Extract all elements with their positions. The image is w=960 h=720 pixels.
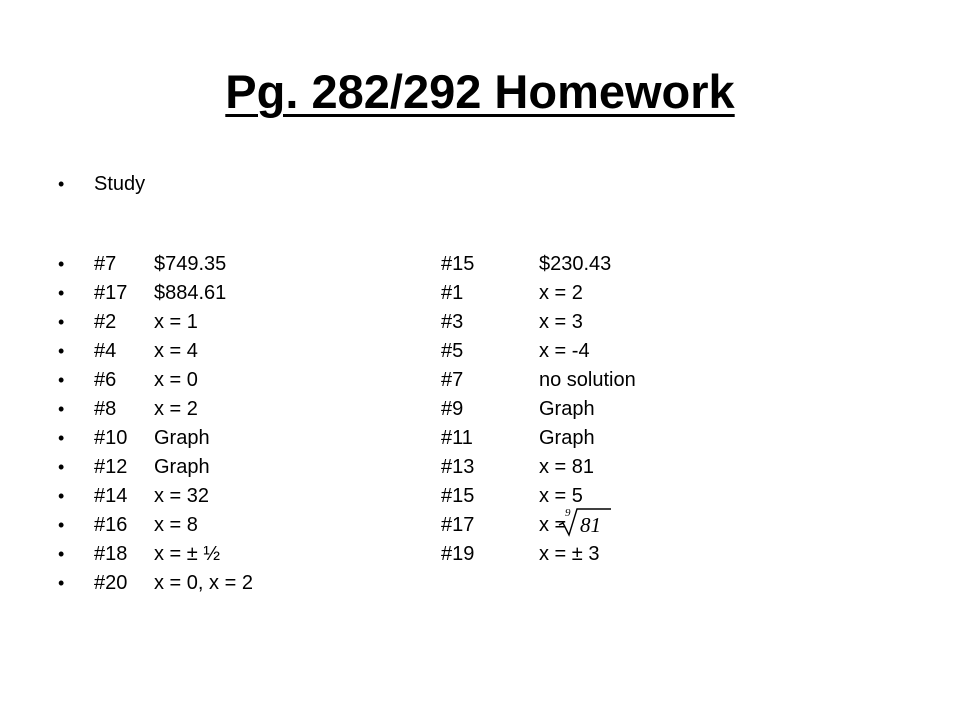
list-item <box>0 453 960 482</box>
bullet-icon: • <box>58 486 65 506</box>
list-item <box>0 482 960 511</box>
answer-c3: #9 <box>441 398 464 420</box>
answer-c4: x = 81 <box>539 456 595 478</box>
answer-c1: #16 <box>94 514 128 536</box>
list-item <box>0 308 960 337</box>
answer-c1: #4 <box>94 340 117 362</box>
list-item <box>0 366 960 395</box>
answer-c1: #7 <box>94 253 117 275</box>
radical-radicand: 81 <box>580 513 601 537</box>
list-item <box>0 337 960 366</box>
bullet-icon: • <box>58 573 65 593</box>
list-item <box>0 540 960 569</box>
bullet-icon: • <box>58 515 65 535</box>
list-item <box>0 279 960 308</box>
bullet-icon: • <box>58 312 65 332</box>
answer-c1: #6 <box>94 369 117 391</box>
answer-c1: #14 <box>94 485 128 507</box>
answer-c2: x = 0 <box>154 369 198 391</box>
answer-c1: #8 <box>94 398 117 420</box>
answer-c4: x = 5 <box>539 485 583 507</box>
answer-c2: x = 0, x = 2 <box>154 572 253 594</box>
answer-c3: #13 <box>441 456 475 478</box>
answer-c4: x = -4 <box>539 340 590 362</box>
answer-c4: Graph <box>539 427 595 449</box>
answer-c3: #7 <box>441 369 464 391</box>
answer-c4: $230.43 <box>539 253 612 275</box>
answer-c1: #2 <box>94 311 117 333</box>
answer-c3: #3 <box>441 311 464 333</box>
answer-c3: #17 <box>441 514 475 536</box>
radical-expression <box>557 505 613 539</box>
answer-c4: no solution <box>539 369 636 391</box>
answer-c3: #15 <box>441 485 475 507</box>
answer-c2: $884.61 <box>154 282 227 304</box>
answer-c2: x = 8 <box>154 514 198 536</box>
bullet-icon: • <box>58 254 65 274</box>
answer-c3: #15 <box>441 253 475 275</box>
answer-c1: #12 <box>94 456 128 478</box>
answer-c4: Graph <box>539 398 595 420</box>
answer-c2: x = 32 <box>154 485 210 507</box>
answer-c1: #18 <box>94 543 128 565</box>
answer-c2: Graph <box>154 427 210 449</box>
list-item <box>0 507 960 540</box>
list-item-study <box>0 170 960 199</box>
study-label: Study <box>94 173 146 195</box>
answer-c2: x = ± ½ <box>154 543 221 565</box>
answer-c2: x = 1 <box>154 311 198 333</box>
list-item <box>0 250 960 279</box>
answer-c2: x = 2 <box>154 398 198 420</box>
bullet-icon: • <box>58 283 65 303</box>
answer-c3: #19 <box>441 543 475 565</box>
list-item <box>0 569 960 598</box>
page-title <box>0 62 960 122</box>
bullet-icon: • <box>58 341 65 361</box>
answer-c4: x = 3 <box>539 311 583 333</box>
radical-index: 9 <box>565 507 571 519</box>
answer-c3: #11 <box>441 427 473 449</box>
bullet-icon: • <box>58 399 65 419</box>
answer-c2: Graph <box>154 456 210 478</box>
answer-c2: $749.35 <box>154 253 227 275</box>
bullet-icon: • <box>58 174 65 194</box>
answer-c1: #17 <box>94 282 128 304</box>
answer-c3: #1 <box>441 282 464 304</box>
bullet-icon: • <box>58 457 65 477</box>
bullet-icon: • <box>58 544 65 564</box>
list-item <box>0 424 960 453</box>
answer-c2: x = 4 <box>154 340 198 362</box>
answer-c1: #10 <box>94 427 128 449</box>
answer-c1: #20 <box>94 572 128 594</box>
bullet-icon: • <box>58 428 65 448</box>
answer-c4: x = ± 3 <box>539 543 600 565</box>
page-title-text: Pg. 282/292 Homework <box>225 65 735 118</box>
answer-c3: #5 <box>441 340 464 362</box>
list-item <box>0 395 960 424</box>
answer-c4: x = <box>539 514 567 536</box>
answer-c4: x = 2 <box>539 282 583 304</box>
bullet-icon: • <box>58 370 65 390</box>
